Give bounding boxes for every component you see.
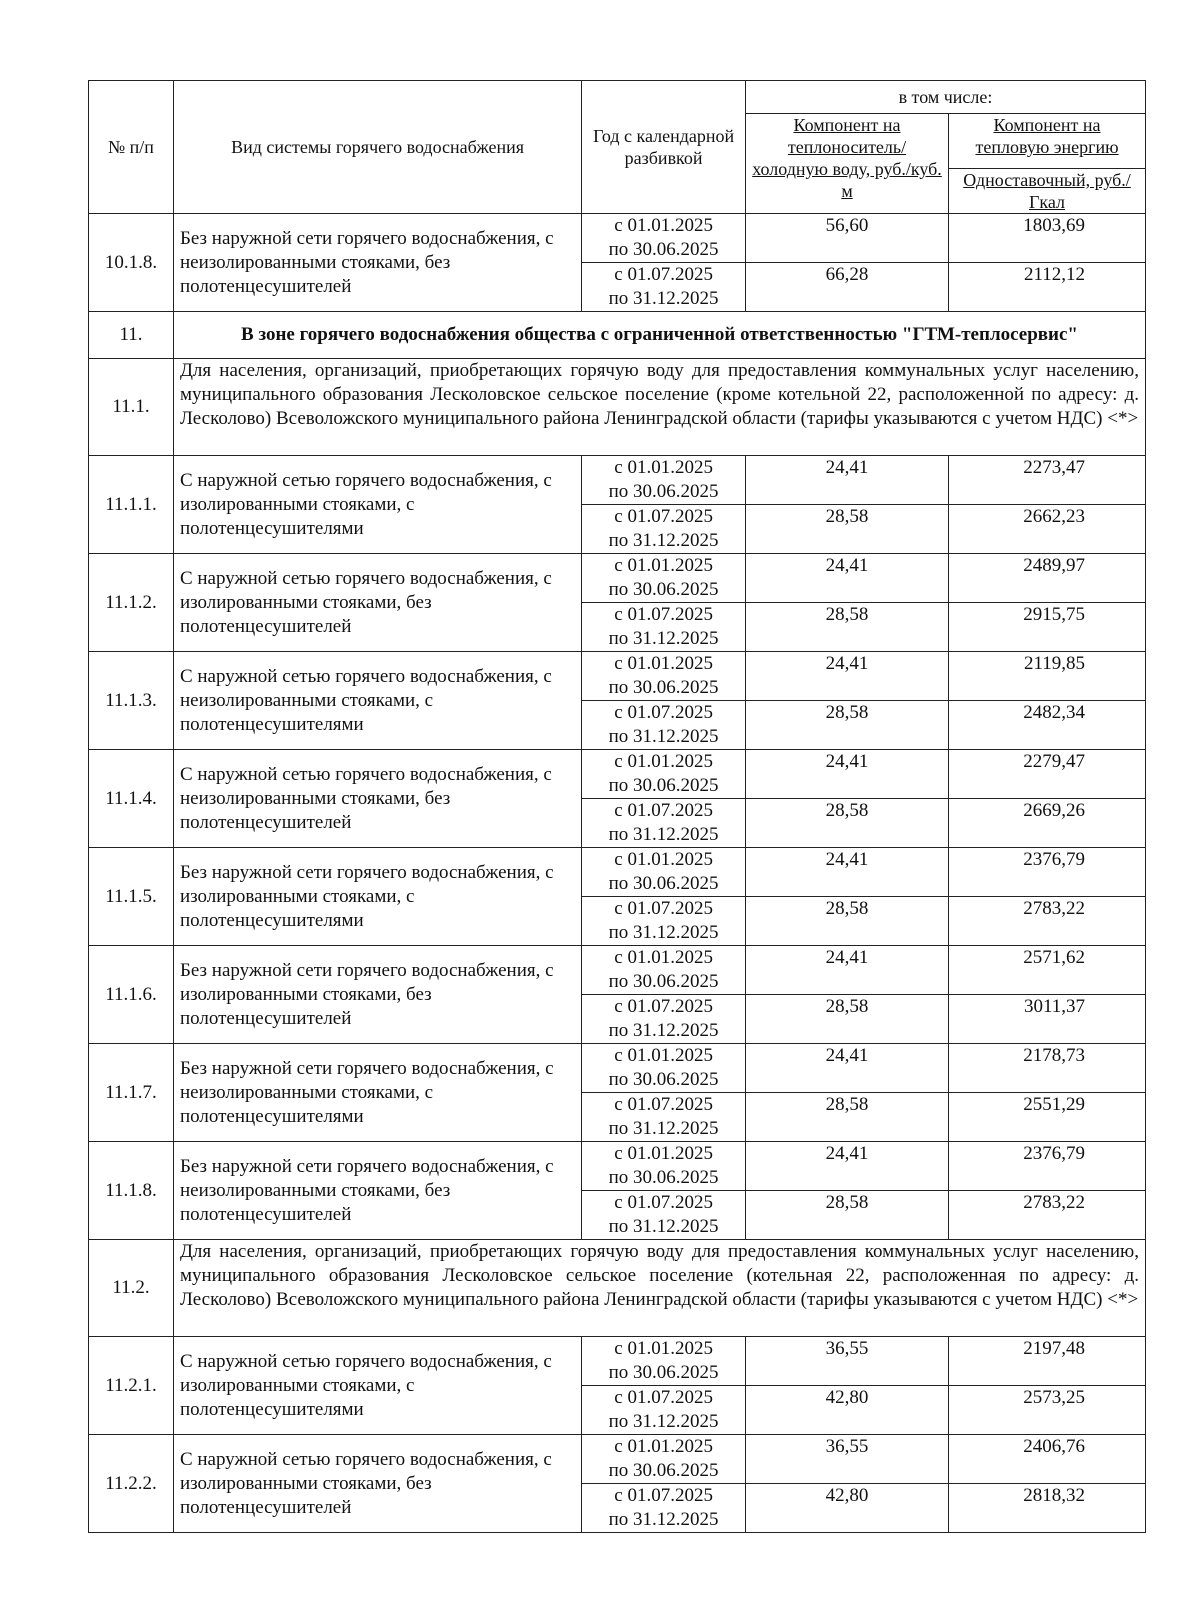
water-rate-second-half: 42,80 <box>745 1386 948 1435</box>
period-end: по 30.06.2025 <box>608 579 719 600</box>
row-number: 11.1.8. <box>89 1142 174 1240</box>
period-start: с 01.01.2025 <box>614 1338 713 1359</box>
row-description: С наружной сетью горячего водоснабжения, с изолированными стояками, без полотенцесушителей <box>173 1435 581 1533</box>
period-second-half <box>582 897 746 946</box>
water-rate-second-half: 28,58 <box>745 995 948 1044</box>
header-num: № п/п <box>89 81 174 214</box>
period-first-half <box>582 554 746 603</box>
table-row <box>89 1044 1146 1093</box>
period-start: с 01.07.2025 <box>614 1192 713 1213</box>
table-row <box>89 652 1146 701</box>
period-second-half <box>582 995 746 1044</box>
water-rate-first-half: 24,41 <box>745 652 948 701</box>
period-second-half <box>582 1386 746 1435</box>
heat-rate-first-half: 2119,85 <box>949 652 1146 701</box>
header-heat-component-text: Компонент на тепловую энергию <box>975 115 1119 157</box>
heat-rate-second-half: 2915,75 <box>949 603 1146 652</box>
period-first-half <box>582 214 746 263</box>
row-description: С наружной сетью горячего водоснабжения, с изолированными стояками, с полотенцесушителями <box>173 456 581 554</box>
table-row <box>89 1337 1146 1386</box>
water-rate-first-half: 24,41 <box>745 1044 948 1093</box>
period-start: с 01.07.2025 <box>614 604 713 625</box>
period-end: по 31.12.2025 <box>608 824 719 845</box>
subsection-11-2-text: Для населения, организаций, приобретающих горячую воду для предоставления коммунальных услуг населению, муниципального образования Лесколовское сельское поселение (котельная 22, расположенная по адресу: д. Лесколово) Всеволожского муниципального района Ленинградской области (тарифы указываются с учетом НДС) <*> <box>173 1240 1145 1337</box>
period-start: с 01.01.2025 <box>614 947 713 968</box>
period-start: с 01.07.2025 <box>614 1485 713 1506</box>
heat-rate-second-half: 2573,25 <box>949 1386 1146 1435</box>
header-water-component-text: Компонент на теплоноситель/ холодную воду, руб./куб. м <box>752 115 942 201</box>
period-first-half <box>582 1435 746 1484</box>
period-end: по 31.12.2025 <box>608 530 719 551</box>
period-start: с 01.07.2025 <box>614 264 713 285</box>
period-end: по 30.06.2025 <box>608 1069 719 1090</box>
section-11-row <box>89 312 1146 359</box>
table-row <box>89 456 1146 505</box>
period-start: с 01.01.2025 <box>614 751 713 772</box>
table-row <box>89 1142 1146 1191</box>
water-rate-first-half: 24,41 <box>745 1142 948 1191</box>
period-end: по 31.12.2025 <box>608 1216 719 1237</box>
row-number: 11.2.1. <box>89 1337 174 1435</box>
period-end: по 31.12.2025 <box>608 1020 719 1041</box>
water-rate-first-half: 36,55 <box>745 1337 948 1386</box>
heat-rate-second-half: 3011,37 <box>949 995 1146 1044</box>
row-number: 11.1.4. <box>89 750 174 848</box>
heat-rate-second-half: 2669,26 <box>949 799 1146 848</box>
row-number: 11.1.7. <box>89 1044 174 1142</box>
period-end: по 30.06.2025 <box>608 481 719 502</box>
period-end: по 30.06.2025 <box>608 1460 719 1481</box>
water-rate-second-half: 66,28 <box>745 263 948 312</box>
heat-rate-first-half: 1803,69 <box>949 214 1146 263</box>
heat-rate-second-half: 2662,23 <box>949 505 1146 554</box>
period-end: по 30.06.2025 <box>608 239 719 260</box>
heat-rate-first-half: 2376,79 <box>949 1142 1146 1191</box>
period-end: по 31.12.2025 <box>608 628 719 649</box>
header-including: в том числе: <box>745 81 1145 114</box>
heat-rate-first-half: 2571,62 <box>949 946 1146 995</box>
water-rate-second-half: 28,58 <box>745 1191 948 1240</box>
period-second-half <box>582 263 746 312</box>
period-end: по 30.06.2025 <box>608 873 719 894</box>
water-rate-first-half: 36,55 <box>745 1435 948 1484</box>
subsection-11-1-text: Для населения, организаций, приобретающих горячую воду для предоставления коммунальных услуг населению, муниципального образования Лесколовское сельское поселение (кроме котельной 22, расположенной по адресу: д. Лесколово) Всеволожского муниципального района Ленинградской области (тарифы указываются с учетом НДС) <*> <box>173 359 1145 456</box>
period-start: с 01.07.2025 <box>614 1094 713 1115</box>
period-first-half <box>582 652 746 701</box>
period-start: с 01.07.2025 <box>614 898 713 919</box>
water-rate-second-half: 28,58 <box>745 897 948 946</box>
period-first-half <box>582 1337 746 1386</box>
row-description: С наружной сетью горячего водоснабжения, с неизолированными стояками, без полотенцесушителей <box>173 750 581 848</box>
period-start: с 01.07.2025 <box>614 1387 713 1408</box>
heat-rate-second-half: 2551,29 <box>949 1093 1146 1142</box>
header-single-rate-text: Одноставочный, руб./Гкал <box>963 170 1131 212</box>
row-number: 11.2.2. <box>89 1435 174 1533</box>
header-single-rate <box>949 169 1146 214</box>
header-water-component <box>745 114 948 214</box>
row-number: 11.1.2. <box>89 554 174 652</box>
row-description: Без наружной сети горячего водоснабжения, с неизолированными стояками, без полотенцесушителей <box>173 214 581 312</box>
subsection-11-1-row <box>89 359 1146 456</box>
heat-rate-first-half: 2273,47 <box>949 456 1146 505</box>
period-end: по 31.12.2025 <box>608 1509 719 1530</box>
water-rate-first-half: 24,41 <box>745 554 948 603</box>
period-end: по 30.06.2025 <box>608 775 719 796</box>
heat-rate-second-half: 2783,22 <box>949 1191 1146 1240</box>
header-system-type: Вид системы горячего водоснабжения <box>173 81 581 214</box>
section-11-number: 11. <box>89 312 174 359</box>
water-rate-first-half: 56,60 <box>745 214 948 263</box>
table-row <box>89 848 1146 897</box>
period-second-half <box>582 505 746 554</box>
water-rate-second-half: 28,58 <box>745 1093 948 1142</box>
heat-rate-first-half: 2406,76 <box>949 1435 1146 1484</box>
period-second-half <box>582 701 746 750</box>
header-year: Год с календарной разбивкой <box>582 81 746 214</box>
row-description: Без наружной сети горячего водоснабжения, с изолированными стояками, без полотенцесушителей <box>173 946 581 1044</box>
period-end: по 31.12.2025 <box>608 1118 719 1139</box>
period-first-half <box>582 456 746 505</box>
table-row <box>89 1435 1146 1484</box>
period-start: с 01.01.2025 <box>614 1045 713 1066</box>
water-rate-first-half: 24,41 <box>745 456 948 505</box>
row-description: Без наружной сети горячего водоснабжения, с неизолированными стояками, без полотенцесушителей <box>173 1142 581 1240</box>
period-first-half <box>582 848 746 897</box>
table-row <box>89 750 1146 799</box>
period-first-half <box>582 1044 746 1093</box>
water-rate-second-half: 28,58 <box>745 701 948 750</box>
water-rate-first-half: 24,41 <box>745 750 948 799</box>
heat-rate-first-half: 2489,97 <box>949 554 1146 603</box>
heat-rate-first-half: 2376,79 <box>949 848 1146 897</box>
table-row <box>89 554 1146 603</box>
heat-rate-first-half: 2279,47 <box>949 750 1146 799</box>
period-first-half <box>582 1142 746 1191</box>
heat-rate-first-half: 2178,73 <box>949 1044 1146 1093</box>
period-start: с 01.01.2025 <box>614 555 713 576</box>
heat-rate-second-half: 2112,12 <box>949 263 1146 312</box>
heat-rate-second-half: 2783,22 <box>949 897 1146 946</box>
water-rate-first-half: 24,41 <box>745 848 948 897</box>
row-number: 11.1.3. <box>89 652 174 750</box>
period-end: по 31.12.2025 <box>608 288 719 309</box>
row-number: 11.1.6. <box>89 946 174 1044</box>
period-end: по 31.12.2025 <box>608 1411 719 1432</box>
period-second-half <box>582 1484 746 1533</box>
subsection-11-2-number: 11.2. <box>89 1240 174 1337</box>
subsection-11-2-row <box>89 1240 1146 1337</box>
subsection-11-1-number: 11.1. <box>89 359 174 456</box>
period-start: с 01.07.2025 <box>614 702 713 723</box>
period-first-half <box>582 750 746 799</box>
period-end: по 30.06.2025 <box>608 1362 719 1383</box>
period-second-half <box>582 1093 746 1142</box>
period-second-half <box>582 1191 746 1240</box>
heat-rate-second-half: 2482,34 <box>949 701 1146 750</box>
tariff-table <box>88 80 1146 1533</box>
period-end: по 31.12.2025 <box>608 726 719 747</box>
row-description: Без наружной сети горячего водоснабжения, с неизолированными стояками, с полотенцесушителями <box>173 1044 581 1142</box>
water-rate-first-half: 24,41 <box>745 946 948 995</box>
period-first-half <box>582 946 746 995</box>
row-number: 10.1.8. <box>89 214 174 312</box>
period-start: с 01.01.2025 <box>614 215 713 236</box>
row-number: 11.1.1. <box>89 456 174 554</box>
row-description: С наружной сетью горячего водоснабжения, с неизолированными стояками, с полотенцесушителями <box>173 652 581 750</box>
row-description: С наружной сетью горячего водоснабжения, с изолированными стояками, с полотенцесушителями <box>173 1337 581 1435</box>
period-end: по 30.06.2025 <box>608 971 719 992</box>
row-description: С наружной сетью горячего водоснабжения, с изолированными стояками, без полотенцесушителей <box>173 554 581 652</box>
header-heat-component <box>949 114 1146 169</box>
period-start: с 01.01.2025 <box>614 457 713 478</box>
period-second-half <box>582 799 746 848</box>
period-end: по 30.06.2025 <box>608 677 719 698</box>
water-rate-second-half: 28,58 <box>745 603 948 652</box>
water-rate-second-half: 42,80 <box>745 1484 948 1533</box>
period-second-half <box>582 603 746 652</box>
heat-rate-second-half: 2818,32 <box>949 1484 1146 1533</box>
period-start: с 01.01.2025 <box>614 653 713 674</box>
row-description: Без наружной сети горячего водоснабжения, с изолированными стояками, с полотенцесушителями <box>173 848 581 946</box>
water-rate-second-half: 28,58 <box>745 799 948 848</box>
period-start: с 01.01.2025 <box>614 1143 713 1164</box>
table-row <box>89 946 1146 995</box>
section-11-text: В зоне горячего водоснабжения общества с ограниченной ответственностью "ГТМ-теплосервис" <box>173 312 1145 359</box>
period-start: с 01.01.2025 <box>614 1436 713 1457</box>
water-rate-second-half: 28,58 <box>745 505 948 554</box>
period-start: с 01.07.2025 <box>614 996 713 1017</box>
period-end: по 31.12.2025 <box>608 922 719 943</box>
period-start: с 01.07.2025 <box>614 800 713 821</box>
period-end: по 30.06.2025 <box>608 1167 719 1188</box>
period-start: с 01.01.2025 <box>614 849 713 870</box>
period-start: с 01.07.2025 <box>614 506 713 527</box>
row-number: 11.1.5. <box>89 848 174 946</box>
table-row <box>89 214 1146 263</box>
heat-rate-first-half: 2197,48 <box>949 1337 1146 1386</box>
